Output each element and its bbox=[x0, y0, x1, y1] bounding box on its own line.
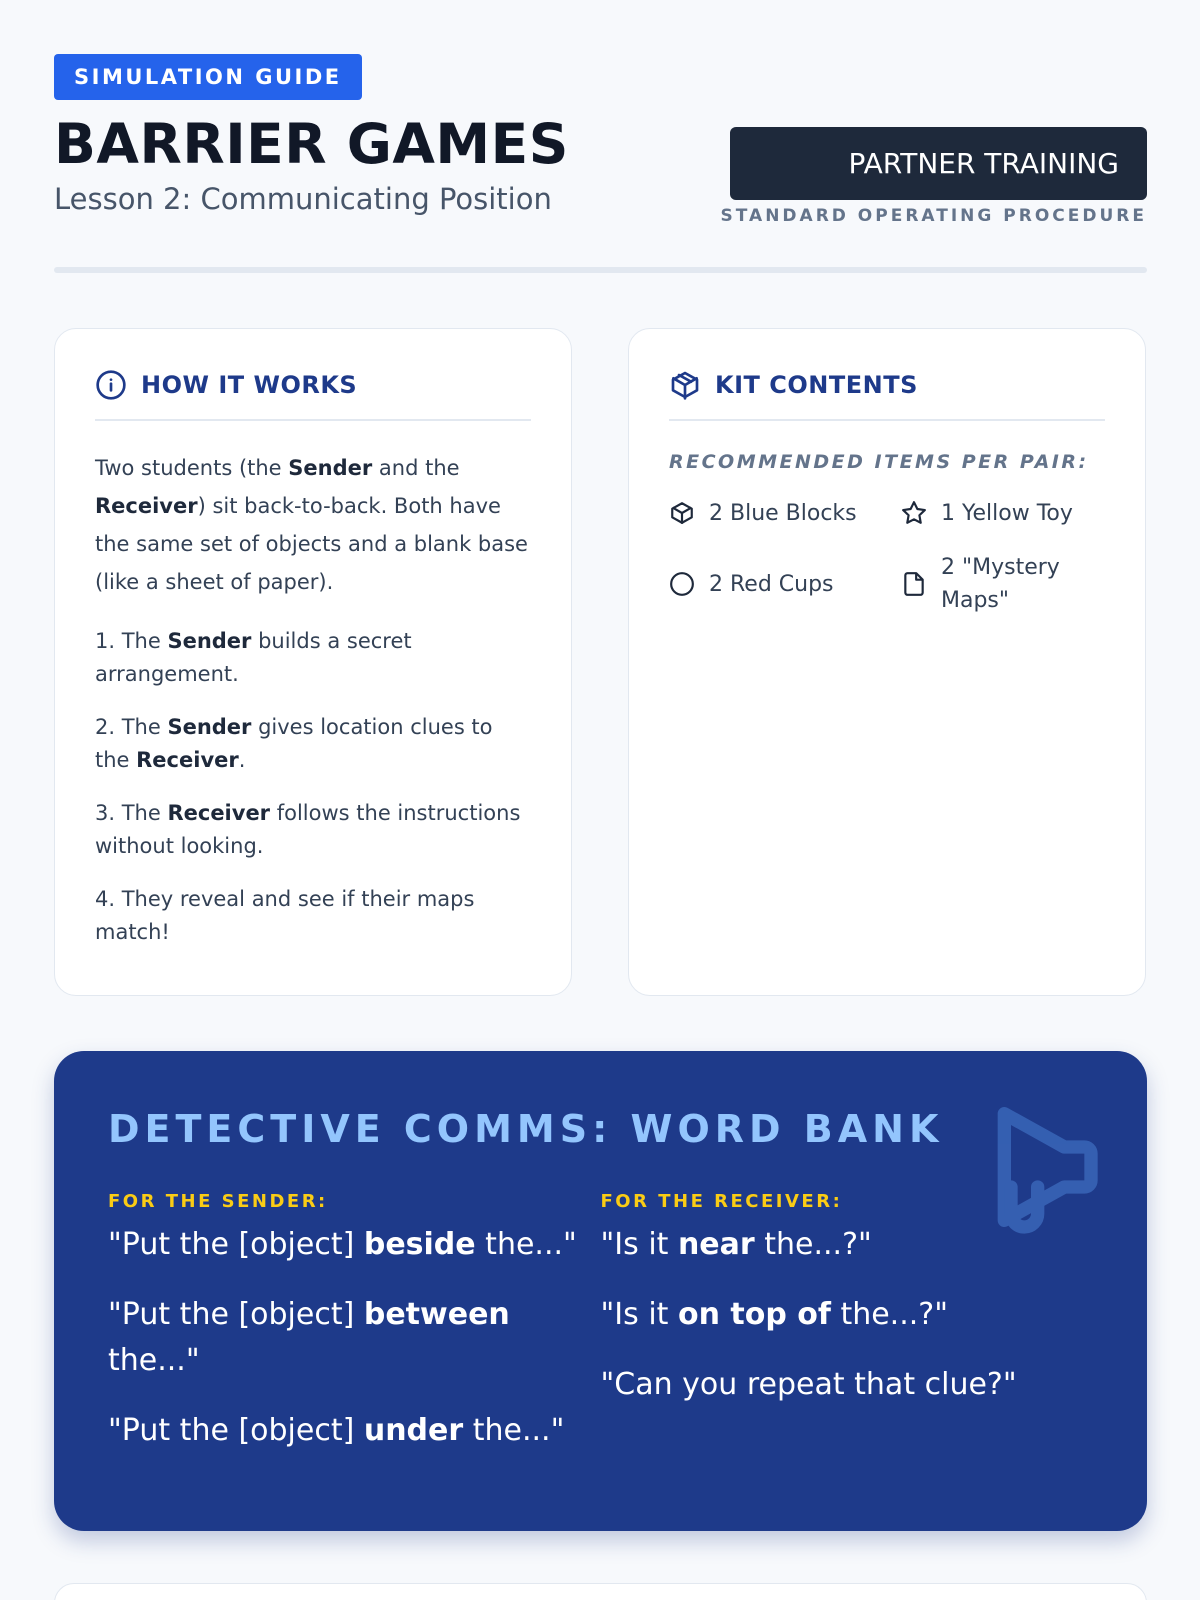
sender-column bbox=[108, 1191, 601, 1478]
receiver-heading: FOR THE RECEIVER: bbox=[600, 1191, 843, 1212]
sender-heading: FOR THE SENDER: bbox=[108, 1191, 328, 1212]
header-divider bbox=[54, 267, 1147, 273]
cube-icon bbox=[669, 500, 695, 526]
card-header bbox=[95, 369, 531, 421]
card-title: HOW IT WORKS bbox=[141, 371, 358, 399]
partner-training-badge: PARTNER TRAINING bbox=[730, 127, 1147, 200]
kit-item: 2 Red Cups bbox=[669, 551, 901, 617]
page-subtitle: Lesson 2: Communicating Position bbox=[54, 182, 552, 216]
file-icon bbox=[901, 571, 927, 597]
info-icon bbox=[95, 369, 127, 401]
word-bank-title: DETECTIVE COMMS: WORD BANK bbox=[108, 1107, 944, 1151]
step-item: 1. The Sender builds a secret arrangement. bbox=[95, 629, 412, 686]
badge-subtitle: STANDARD OPERATING PROCEDURE bbox=[720, 206, 1147, 226]
kit-items bbox=[669, 493, 1105, 617]
word-bank-panel bbox=[54, 1051, 1147, 1531]
how-intro: Two students (the Sender and the Receiver) sit back-to-back. Both have the same set of objects and a blank base (like a sheet of paper). bbox=[95, 456, 528, 594]
phrase-item: "Put the [object] between the..." bbox=[108, 1297, 510, 1378]
step-item: 3. The Receiver follows the instructions without looking. bbox=[95, 801, 521, 858]
how-it-works-card bbox=[54, 328, 572, 996]
phrase-item: "Put the [object] beside the..." bbox=[108, 1227, 577, 1262]
circle-icon bbox=[669, 571, 695, 597]
phrase-item: "Is it near the...?" bbox=[600, 1227, 872, 1262]
megaphone-icon bbox=[951, 1087, 1111, 1247]
kit-item: 2 "Mystery Maps" bbox=[901, 551, 1133, 617]
box-icon bbox=[669, 369, 701, 401]
page-title: BARRIER GAMES bbox=[54, 112, 569, 176]
section-tag: SIMULATION GUIDE bbox=[54, 54, 362, 100]
phrase-item: "Is it on top of the...?" bbox=[600, 1297, 949, 1332]
kit-item: 2 Blue Blocks bbox=[669, 493, 901, 533]
word-bank-columns bbox=[108, 1191, 1093, 1478]
phrase-item: "Can you repeat that clue?" bbox=[600, 1367, 1017, 1402]
kit-contents-card bbox=[628, 328, 1146, 996]
step-item: 2. The Sender gives location clues to the Receiver. bbox=[95, 715, 493, 772]
kit-label: RECOMMENDED ITEMS PER PAIR: bbox=[669, 451, 1089, 473]
star-icon bbox=[901, 500, 927, 526]
step-item: 4. They reveal and see if their maps match! bbox=[95, 887, 475, 944]
card-title: KIT CONTENTS bbox=[715, 371, 918, 399]
card-header bbox=[669, 369, 1105, 421]
steps-list bbox=[95, 625, 531, 949]
phrase-item: "Put the [object] under the..." bbox=[108, 1413, 565, 1448]
kit-item: 1 Yellow Toy bbox=[901, 493, 1133, 533]
next-section-card bbox=[54, 1583, 1147, 1600]
